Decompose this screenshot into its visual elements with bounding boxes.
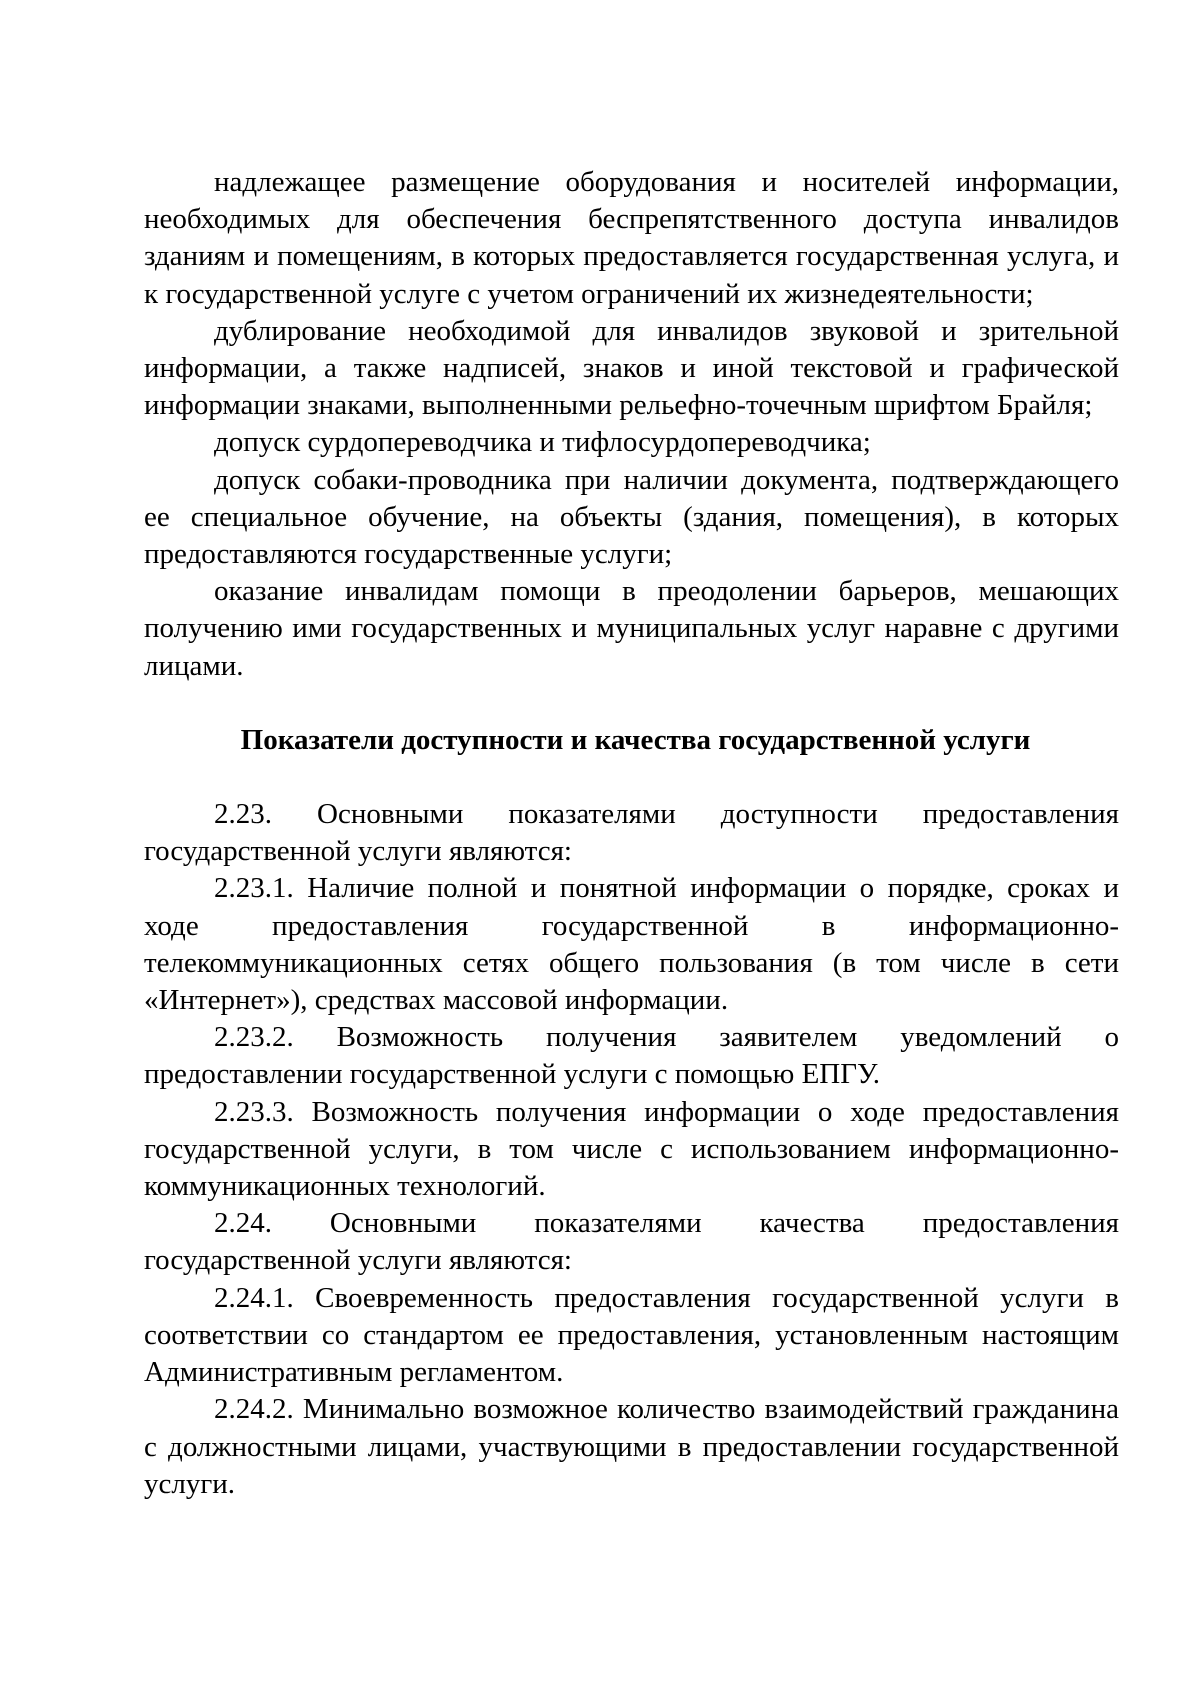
paragraph-2-24: 2.24. Основными показателями качества предоставления государственной услуги являются: bbox=[144, 1207, 1119, 1277]
section-heading: Показатели доступности и качества государственной услуги bbox=[240, 723, 1031, 756]
paragraph-2-23-2: 2.23.2. Возможность получения заявителем уведомлений о предоставлении государственной услуги с помощью ЕПГУ. bbox=[144, 1021, 1119, 1091]
paragraph-equipment-placement: надлежащее размещение оборудования и носителей информации, необходимых для обеспечения беспрепятственного доступа инвалидов зданиям и помещениям, в которых предоставляется государственная услуга, и к государственной услуге с учетом ограничений их жизнедеятельности; bbox=[144, 166, 1119, 310]
paragraph-assistance: оказание инвалидам помощи в преодолении барьеров, мешающих получению ими государственных и муниципальных услуг наравне с другими лицами. bbox=[144, 575, 1119, 682]
paragraph-2-24-1: 2.24.1. Своевременность предоставления государственной услуги в соответствии со стандартом ее предоставления, установленным настоящим Административным регламентом. bbox=[144, 1281, 1119, 1389]
paragraph-braille-duplication: дублирование необходимой для инвалидов звуковой и зрительной информации, а также надписей, знаков и иной текстовой и графической информации знаками, выполненными рельефно-точечным шрифтом Брайля; bbox=[144, 314, 1119, 422]
paragraph-2-23-3: 2.23.3. Возможность получения информации о ходе предоставления государственной услуги, в том числе с использованием информационно-коммуникационных технологий. bbox=[144, 1095, 1119, 1203]
document-page bbox=[144, 164, 1119, 1503]
paragraph-sign-interpreter: допуск сурдопереводчика и тифлосурдопереводчика; bbox=[214, 426, 871, 459]
paragraph-guide-dog: допуск собаки-проводника при наличии документа, подтверждающего ее специальное обучение, на объекты (здания, помещения), в которых предоставляются государственные услуги; bbox=[144, 463, 1119, 571]
paragraph-2-23: 2.23. Основными показателями доступности предоставления государственной услуги являются: bbox=[144, 798, 1119, 868]
paragraph-2-24-2: 2.24.2. Минимально возможное количество взаимодействий гражданина с должностными лицами, участвующими в предоставлении государственной услуги. bbox=[144, 1393, 1119, 1500]
paragraph-2-23-1: 2.23.1. Наличие полной и понятной информации о порядке, сроках и ходе предоставления государственной в информационно-телекоммуникационных сетях общего пользования (в том числе в сети «Интернет»), средствах массовой информации. bbox=[144, 872, 1119, 1017]
